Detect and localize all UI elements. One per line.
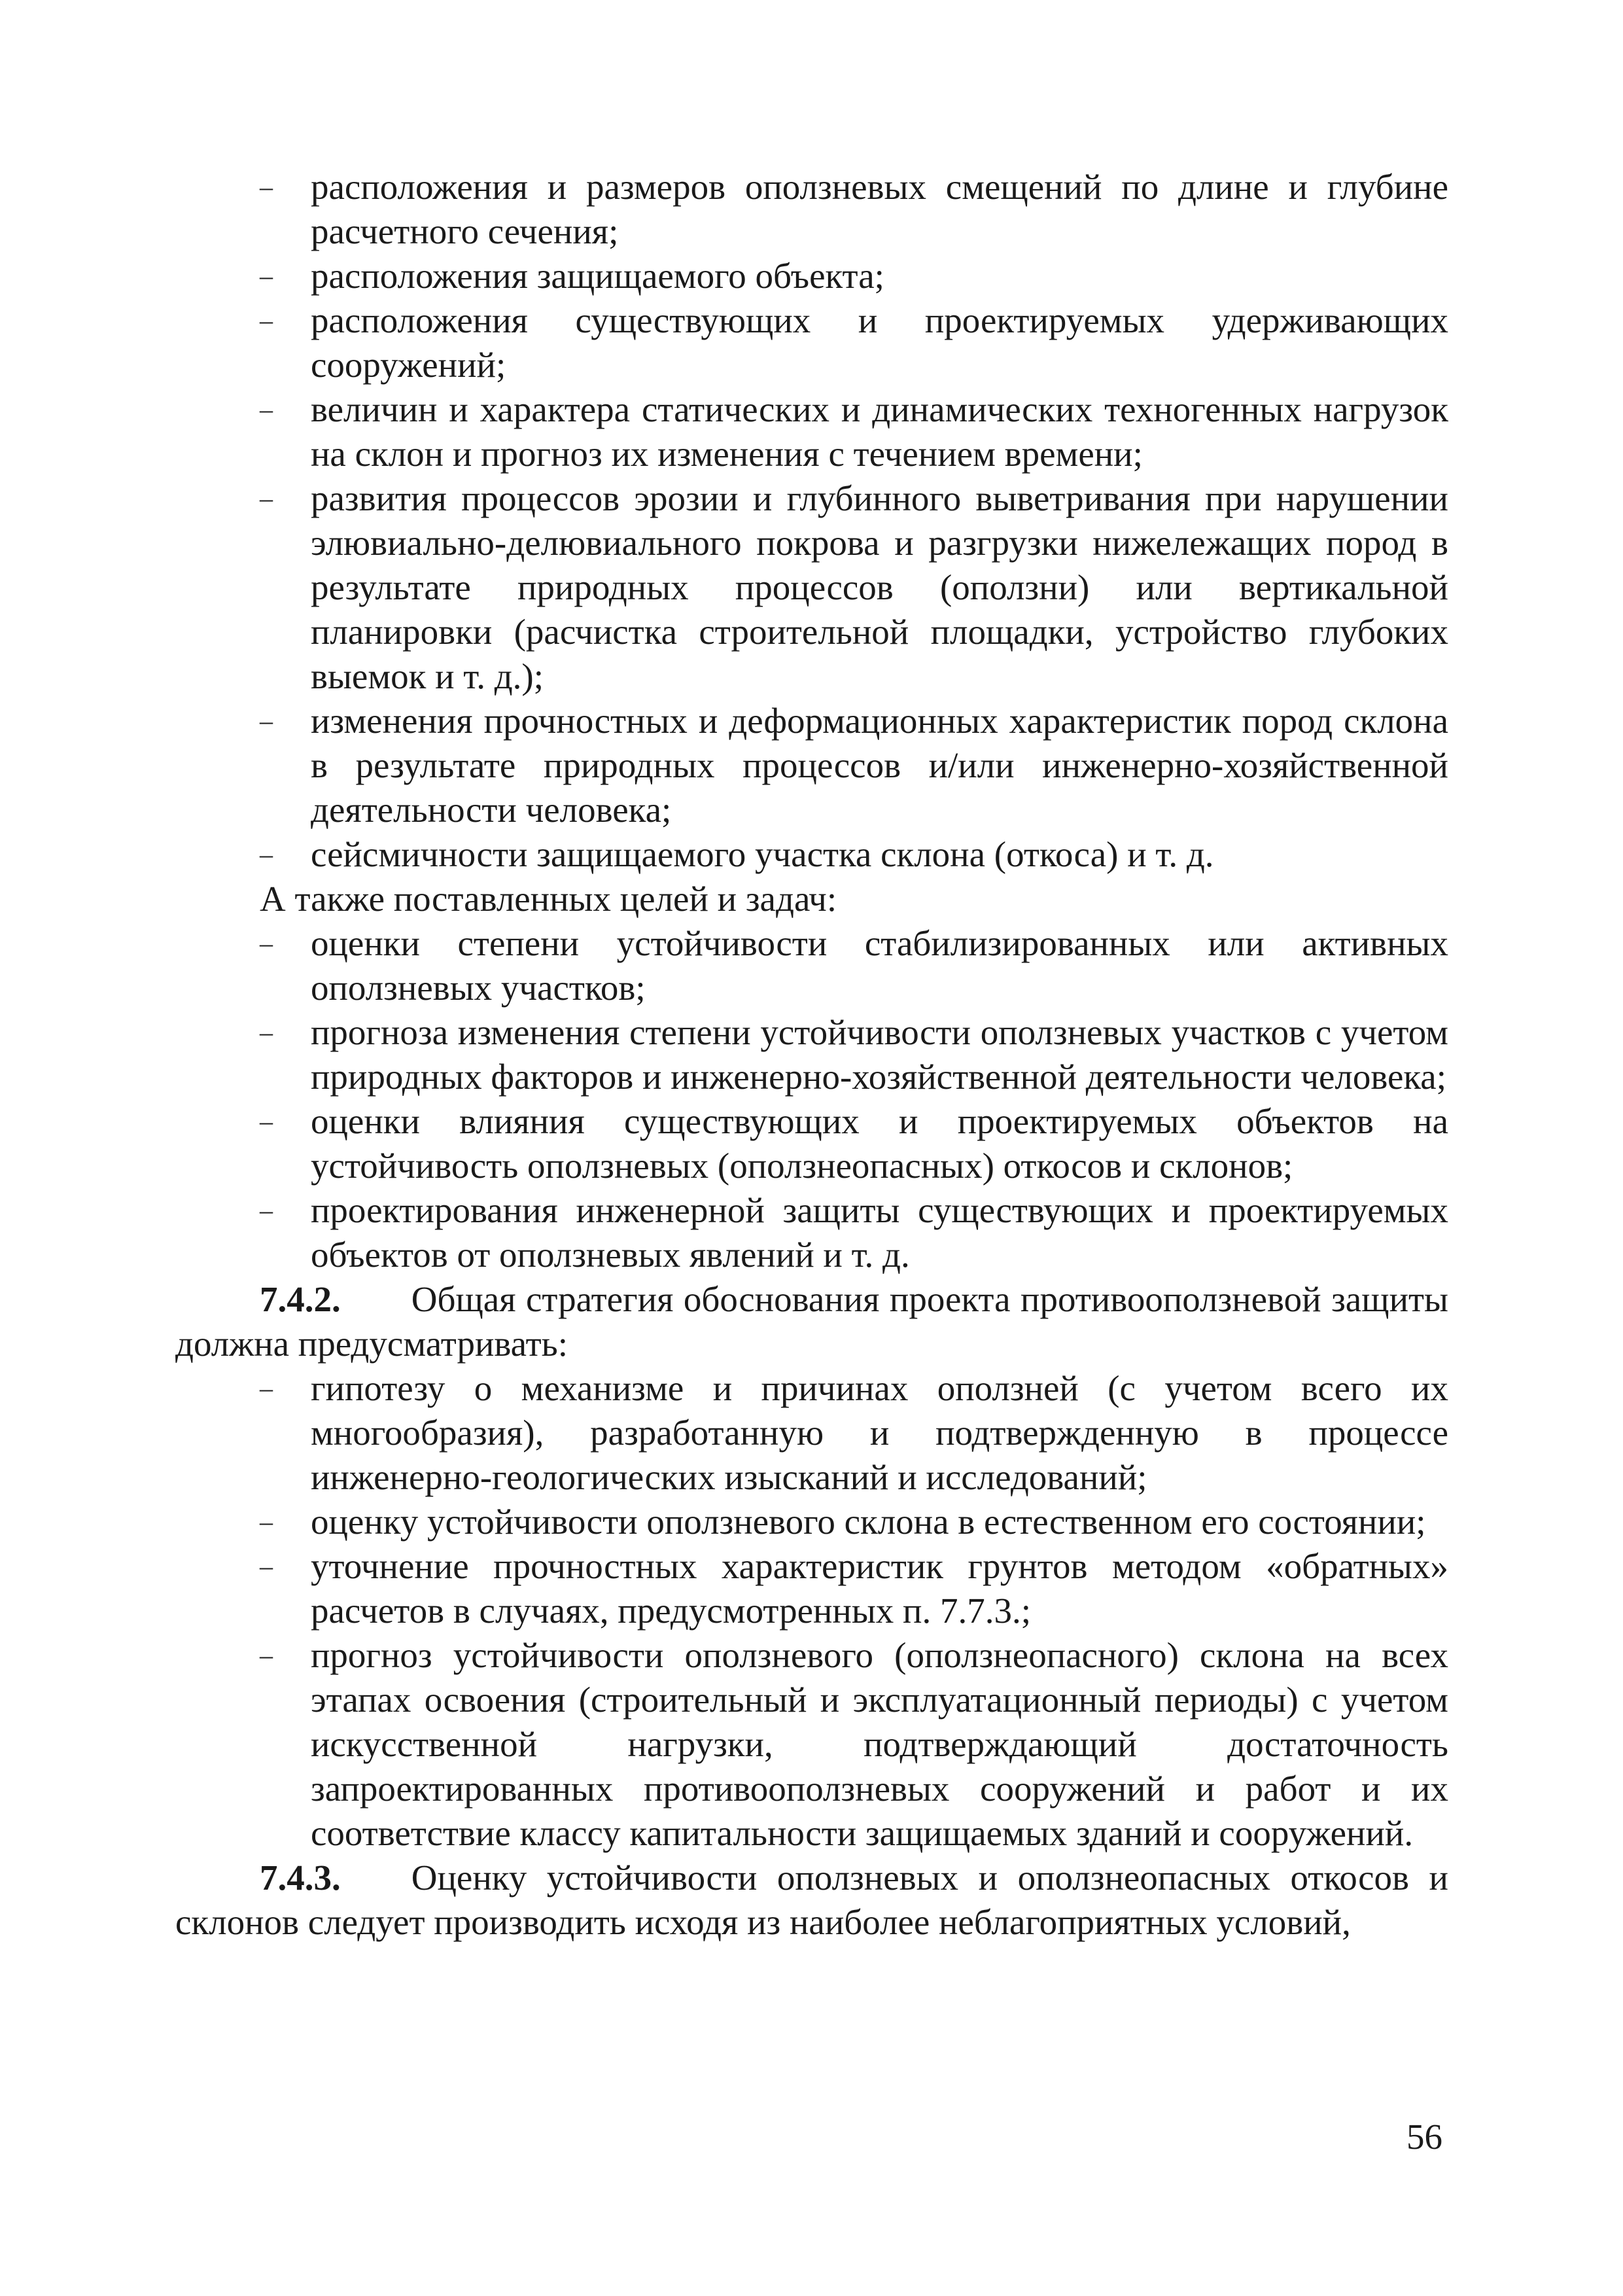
list-item: [175, 254, 1448, 298]
dash-bullet: –: [260, 1507, 273, 1536]
list-item: [175, 1633, 1448, 1856]
dash-bullet: –: [260, 706, 273, 735]
list-item: [175, 1188, 1448, 1277]
list-item-text: сейсмичности защищаемого участка склона (откоса) и т. д.: [311, 834, 1214, 874]
list-item-text: оценки степени устойчивости стабилизированных или активных оползневых участков;: [311, 923, 1448, 1008]
factor-list: [175, 165, 1448, 877]
dash-bullet: –: [260, 484, 273, 513]
dash-bullet: –: [260, 1017, 273, 1047]
list-item-text: изменения прочностных и деформационных характеристик пород склона в результате природных процессов и/или инженерно-хозяйственной деятельности человека;: [311, 701, 1448, 830]
clause-7-4-3: [175, 1856, 1448, 1945]
list-item: [175, 1544, 1448, 1633]
list-item: [175, 476, 1448, 699]
list-item: [175, 1500, 1448, 1544]
clause-number: 7.4.3.: [260, 1858, 341, 1898]
clause-text: Общая стратегия обоснования проекта противооползневой защиты должна предусматривать:: [175, 1279, 1448, 1364]
strategy-list: [175, 1366, 1448, 1856]
dash-bullet: –: [260, 1373, 273, 1403]
dash-bullet: –: [260, 928, 273, 958]
list-item: [175, 699, 1448, 832]
dash-bullet: –: [260, 1551, 273, 1581]
clause-7-4-2: [175, 1277, 1448, 1366]
dash-bullet: –: [260, 1106, 273, 1136]
dash-bullet: –: [260, 261, 273, 291]
dash-bullet: –: [260, 1640, 273, 1670]
list-item-text: величин и характера статических и динамических техногенных нагрузок на склон и прогноз их изменения с течением времени;: [311, 389, 1448, 474]
list-item: [175, 832, 1448, 877]
goals-intro: А также поставленных целей и задач:: [260, 879, 837, 919]
list-item: [175, 1366, 1448, 1500]
list-item-text: проектирования инженерной защиты существующих и проектируемых объектов от оползневых явлений и т. д.: [311, 1190, 1448, 1275]
list-item-text: оценки влияния существующих и проектируемых объектов на устойчивость оползневых (оползнеопасных) откосов и склонов;: [311, 1101, 1448, 1186]
list-item: [175, 1099, 1448, 1188]
list-item: [175, 1010, 1448, 1099]
list-item-text: прогноз устойчивости оползневого (оползнеопасного) склона на всех этапах освоения (строительный и эксплуатационный периоды) с учетом искусственной нагрузки, подтверждающий достаточность запроектированных противооползневых сооружений и работ и их соответствие классу капитальности защищаемых зданий и сооружений.: [311, 1635, 1448, 1853]
list-item-text: расположения защищаемого объекта;: [311, 256, 884, 296]
dash-bullet: –: [260, 1195, 273, 1225]
page-number: 56: [1406, 2117, 1442, 2157]
list-item-text: расположения существующих и проектируемых удерживающих сооружений;: [311, 300, 1448, 385]
list-item-text: оценку устойчивости оползневого склона в естественном его состоянии;: [311, 1502, 1426, 1542]
list-item: [175, 298, 1448, 387]
dash-bullet: –: [260, 172, 273, 202]
list-item-text: прогноза изменения степени устойчивости оползневых участков с учетом природных факторов и инженерно-хозяйственной деятельности человека;: [311, 1012, 1448, 1097]
list-item: [175, 387, 1448, 476]
list-item-text: уточнение прочностных характеристик грунтов методом «обратных» расчетов в случаях, предусмотренных п. 7.7.3.;: [311, 1546, 1448, 1631]
dash-bullet: –: [260, 395, 273, 424]
list-item: [175, 165, 1448, 254]
list-item-text: гипотезу о механизме и причинах оползней (с учетом всего их многообразия), разработанную и подтвержденную в процессе инженерно-геологических изысканий и исследований;: [311, 1368, 1448, 1497]
list-item-text: расположения и размеров оползневых смещений по длине и глубине расчетного сечения;: [311, 167, 1448, 251]
clause-number: 7.4.2.: [260, 1279, 341, 1319]
list-item: [175, 921, 1448, 1010]
goals-list: [175, 921, 1448, 1277]
list-item-text: развития процессов эрозии и глубинного выветривания при нарушении элювиально-делювиального покрова и разгрузки нижележащих пород в результате природных процессов (оползни) или вертикальной планировки (расчистка строительной площадки, устройство глубоких выемок и т. д.);: [311, 478, 1448, 696]
page-body: [175, 165, 1448, 1945]
dash-bullet: –: [260, 839, 273, 869]
dash-bullet: –: [260, 306, 273, 335]
clause-text: Оценку устойчивости оползневых и оползнеопасных откосов и склонов следует производить исходя из наиболее неблагоприятных условий,: [175, 1858, 1448, 1942]
